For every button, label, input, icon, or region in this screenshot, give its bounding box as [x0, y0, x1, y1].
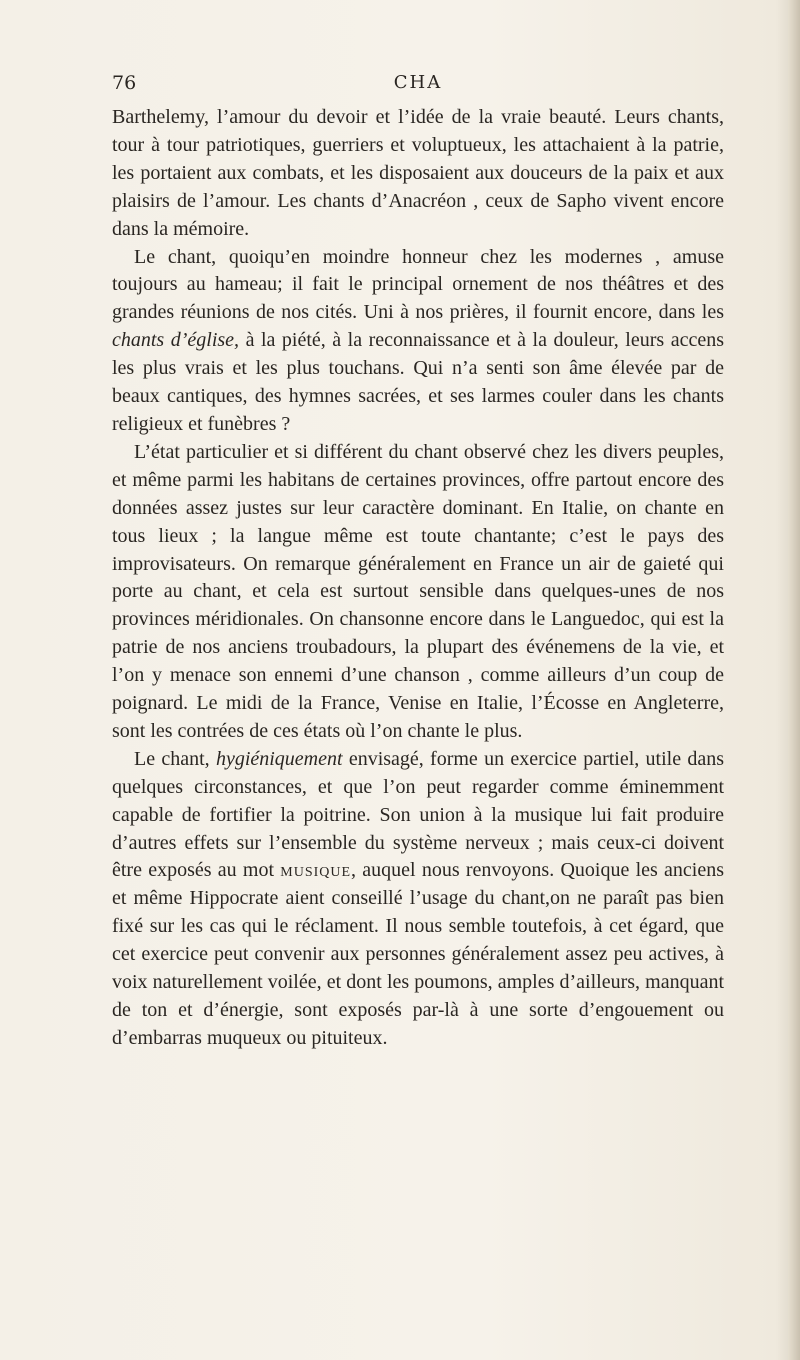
body-text — [112, 104, 724, 1053]
paragraph-2-text-after: à la piété, à la reconnaissance et à la douleur, leurs accens les plus vrais et les plus touchans. Qui n’a senti son âme élevée par de beaux cantiques, des hymnes sacrées, et ses larmes couler dans les chants religieux et funèbres ? — [112, 329, 724, 435]
page-edge — [788, 0, 800, 1360]
paragraph-4 — [112, 746, 724, 1053]
paragraph-4-small-caps: musique — [280, 859, 352, 882]
page-number: 76 — [112, 72, 137, 94]
paragraph-2-italic: chants d’église, — [112, 329, 240, 352]
page-header — [112, 72, 724, 102]
paragraph-4-text-before: Le chant, — [134, 747, 216, 770]
running-head: CHA — [393, 72, 443, 93]
paragraph-1-text: Barthelemy, l’amour du devoir et l’idée de la vraie beauté. Leurs chants, tour à tour patriotiques, guerriers et voluptueux, les attachaient à la patrie, les portaient aux combats, et les disposaient aux douceurs de la paix et aux plaisirs de l’amour. Les chants d’Anacréon , ceux de Sapho vivent encore dans la mémoire. — [112, 106, 724, 240]
paragraph-2-text-before: Le chant, quoiqu’en moindre honneur chez les modernes , amuse toujours au hameau; il fait le principal ornement de nos théâtres et des grandes réunions de nos cités. Uni à nos prières, il fournit encore, dans les — [112, 245, 724, 324]
paragraph-4-italic: hygiéniquement — [215, 747, 343, 770]
paragraph-2 — [112, 244, 724, 439]
paragraph-3-text: L’état particulier et si différent du chant observé chez les divers peuples, et même parmi les habitans de certaines provinces, offre partout encore des données assez justes sur leur caractère dominant. En Italie, on chante en tous lieux ; la langue même est toute chantante; c’est le pays des improvisateurs. On remarque généralement en France un air de gaieté qui porte au chant, et cela est surtout sensible dans quelques-unes de nos provinces méridionales. On chansonne encore dans le Languedoc, qui est la patrie de nos anciens troubadours, la plupart des événemens de la vie, et l’on y menace son ennemi d’une chanson , comme ailleurs d’un coup de poignard. Le midi de la France, Venise en Italie, l’Écosse en Angleterre, sont les contrées de ces états où l’on chante le plus. — [112, 440, 724, 742]
paragraph-3 — [112, 439, 724, 746]
paragraph-4-text-middle: envisagé, forme un exercice partiel, utile dans quelques circonstances, et que l’on peut regarder comme éminemment capable de fortifier la poitrine. Son union à la musique lui fait produire d’autres effets sur l’ensemble du système nerveux ; mais ceux-ci doivent être exposés au mot — [112, 747, 725, 882]
paragraph-4-text-after: , auquel nous renvoyons. Quoique les anciens et même Hippocrate aient conseillé l’usage du chant,on ne paraît pas bien fixé sur les cas qui le réclament. Il nous semble toutefois, à cet égard, que cet exercice peut convenir aux personnes généralement assez peu actives, à voix naturellement voilée, et dont les poumons, amples d’ailleurs, manquant de ton et d’énergie, sont exposés par-là à une sorte d’engouement ou d’embarras muqueux ou pituiteux. — [112, 859, 724, 1049]
paragraph-1 — [112, 104, 724, 244]
